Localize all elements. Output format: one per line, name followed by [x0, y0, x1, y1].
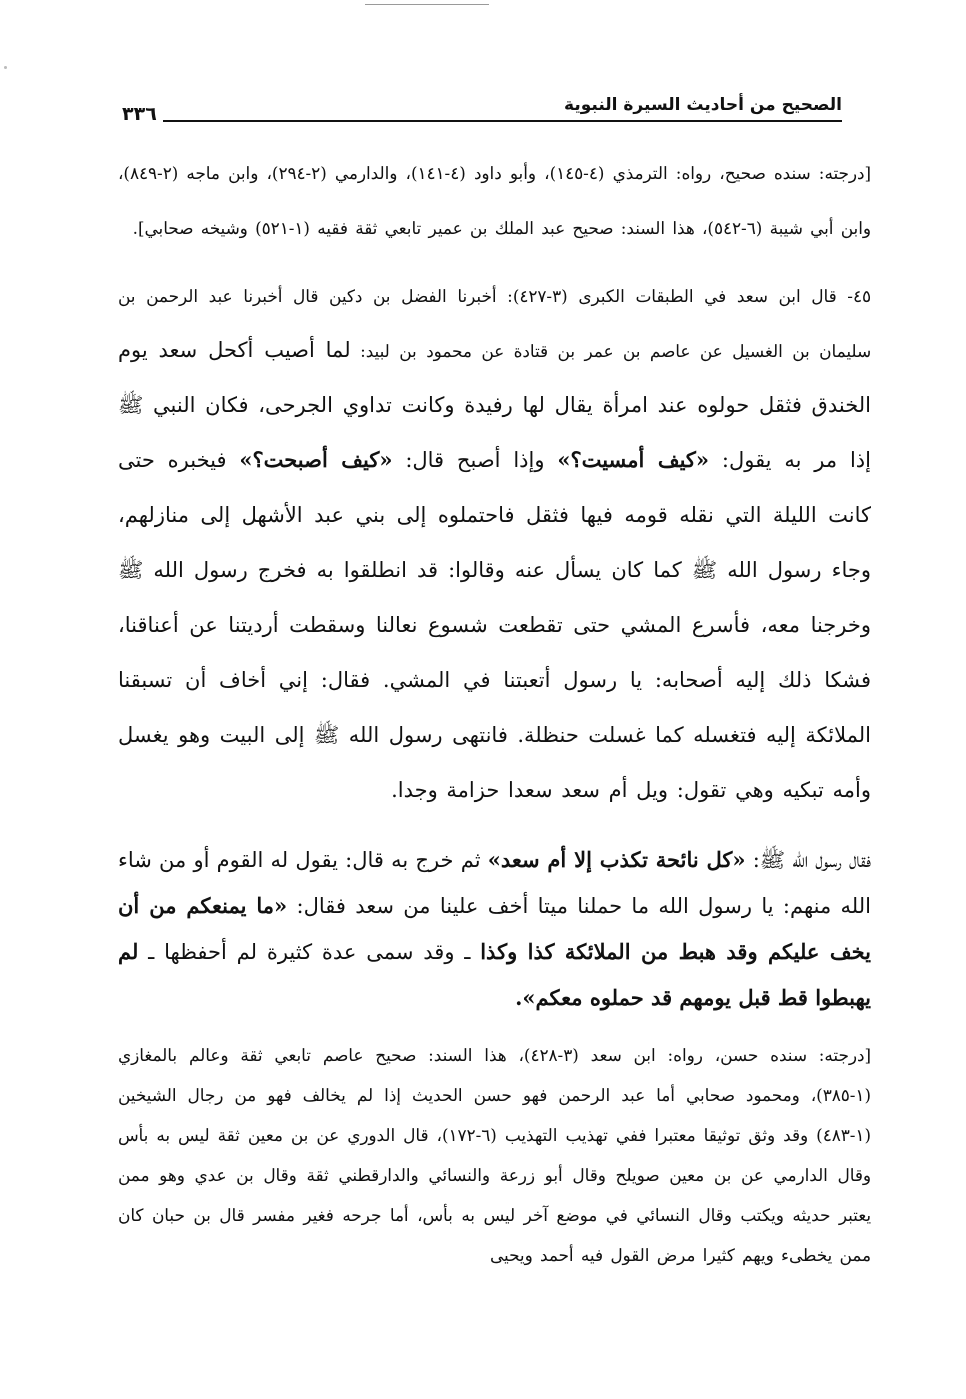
- scan-speck: [4, 66, 7, 69]
- hadith-45-matn-c: فيخبره حتى كانت الليلة التي نقله قومه فيها فثقل فاحتملوه إلى بني عبد الأشهل إلى منازلهم، وجاء رسول الله ﷺ كما كان يسأل عنه وقالوا: قد انطلقوا به فخرج رسول الله ﷺ وخرجنا معه، فأسرع المشي حتى تقطعت شسوع نعالنا وسقطت أرديتنا عن أعناقنا، فشكا ذلك إليه أصحابه: يا رسول أتعبتنا في المشي. فقال: إني أخاف أن تسبقنا الملائكة إليه فتغسله كما غسلت حنظلة. فانتهى رسول الله ﷺ إلى البيت وهو يغسل وأمه تبكيه وهي تقول: ويل أم سعد سعدا حزامة وجدا.: [118, 448, 871, 802]
- page-body: [118, 146, 871, 1275]
- hadith-45-p2-c: ـ وقد سمى عدة كثيرة لم أحفظها ـ: [138, 940, 481, 964]
- book-title: الصحيح من أحاديث السيرة النبوية: [564, 95, 842, 115]
- page-header: [118, 92, 842, 128]
- header-rule: [118, 120, 842, 122]
- quote-yamna-1: «ما يمنعكم من أن يخف عليكم وقد هبط من الملائكة كذا وكذا: [118, 893, 871, 964]
- quote-naiha: «كل نائحة تكذب إلا أم سعد»: [487, 847, 746, 872]
- grade-note-1: [درجته: سنده صحيح، رواه: الترمذي (٤-١٤٥)، وأبو داود (٤-١٤١)، والدارمي (٢-٢٩٤)، وابن ماجه (٢-٨٤٩)، وابن أبي شيبة (٦-٥٤٢)، هذا السند: صحيح عبد الملك بن عمير تابعي ثقة فقيه (١-٥٢١) وشيخه صحابي].: [118, 163, 871, 238]
- hadith-45-matn-a: لما أصيب أكحل سعد يوم الخندق فثقل حولوه عند امرأة يقال لها رفيدة وكانت تداوي الجرحى، فكان النبي ﷺ إذا مر به يقول:: [118, 338, 871, 472]
- hadith-45-paragraph-1: [118, 269, 871, 819]
- top-rule: [365, 4, 489, 5]
- quote-yamna-2: لم يهبطوا قط قبل يومهم قد حملوه معكم».: [118, 939, 871, 1010]
- hadith-45-matn-b: وإذا أصبح قال:: [392, 448, 558, 472]
- hadith-45-p2-b: ثم خرج به قال: يقول له القوم أو من شاء الله منهم: يا رسول الله ما حملنا ميتا أخف علينا من سعد فقال:: [118, 848, 871, 918]
- page-number: ٣٣٦: [122, 103, 157, 125]
- grade-note-2: [درجته: سنده حسن، رواه: ابن سعد (٣-٤٢٨)، هذا السند: صحيح عاصم تابعي ثقة وعالم بالمغازي (١-٣٨٥)، ومحمود صحابي أما عبد الرحمن فهو حسن الحديث إذا لم يخالف فهو من رجال الشيخين (١-٤٨٣) وقد وثق توثيقا معتبرا ففي تهذيب التهذيب (٦-١٧٢)، قال الدوري عن بن معين ثقة ليس به بأس وقال الدارمي عن بن معين صويلح وقال أبو زرعة والنسائي والدارقطني ثقة وقال بن عدي وهو ممن يعتبر حديثه ويكتب وقال النسائي في موضع آخر ليس به بأس، أما جرحه فغير مفسر قال بن حبان كان ممن يخطىء ويهم كثيرا مرض القول فيه أحمد ويحيى: [118, 1045, 871, 1265]
- quote-kayfa-asbaht: «كيف أصبحت؟»: [239, 447, 393, 472]
- hadith-45-p2-a: فقال رسول الله ﷺ:: [745, 848, 871, 872]
- hadith-45-paragraph-2: [118, 837, 871, 1021]
- quote-kayfa-amsayt: «كيف أمسيت؟»: [557, 447, 710, 472]
- page-number-box: [118, 102, 163, 126]
- hadith-45-isnad: ٤٥- قال ابن سعد في الطبقات الكبرى (٣-٤٢٧): أخبرنا الفضل بن دكين قال أخبرنا عبد الرحمن بن سليمان بن الغسيل عن عاصم بن عمر بن قتادة عن محمود بن لبيد:: [118, 286, 871, 361]
